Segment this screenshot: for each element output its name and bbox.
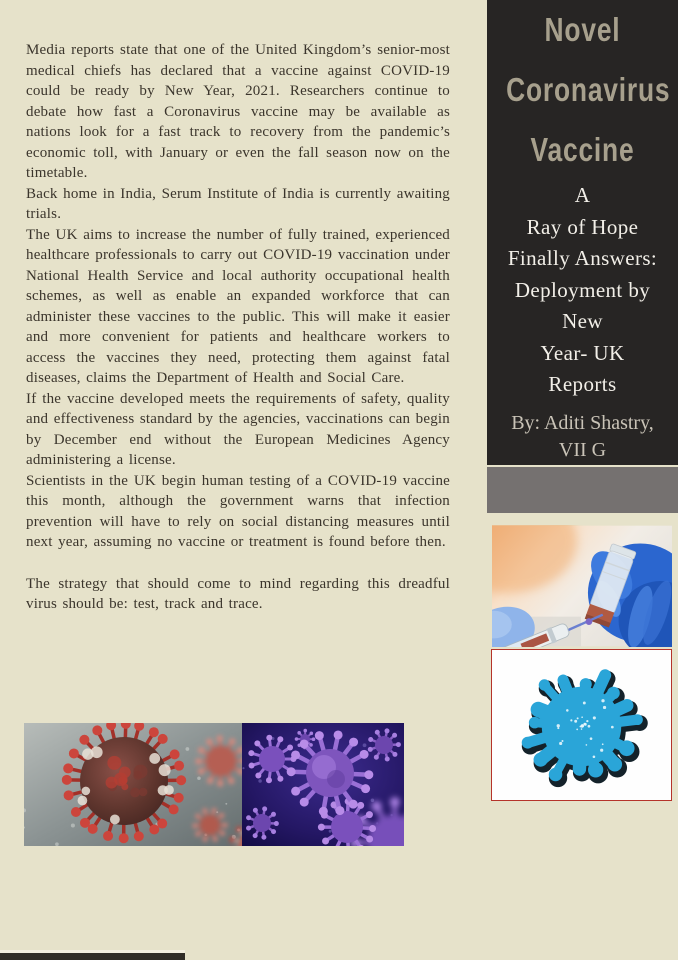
subtitle-line: New [562, 309, 603, 333]
title-line: Novel [544, 11, 621, 48]
blue-virus-illustration [491, 649, 672, 801]
article-paragraph: Media reports state that one of the United Kingdom’s senior-most medical chiefs has declared that a vaccine against COVID-19 could be ready by New Year, 2021. Researchers continue to debate how fast a Coronavirus vaccine may be available as nations look for a fast track to recovery from the pandemic’s economic toll, with January or even the fall season now on the timetable. [26, 42, 450, 181]
byline-line: VII G [558, 438, 607, 461]
article-paragraph: Back home in India, Serum Institute of India is currently awaiting trials. [26, 185, 450, 222]
article-paragraph: Scientists in the UK begin human testing of a COVID-19 vaccine this month, although the government warns that infection prevention will have to rely on social distancing measures until next year, assuming no vaccine or treatment is found before then. [26, 472, 450, 550]
red-coronavirus-photo [24, 723, 242, 846]
virus-photo-strip [24, 723, 404, 846]
sidebar-title [487, 0, 678, 180]
subtitle-line: Reports [548, 372, 617, 396]
subtitle-line: Deployment by [514, 277, 651, 302]
subtitle-line: Finally Answers: [507, 246, 658, 270]
subtitle-line: Ray of Hope [526, 214, 639, 239]
title-line: Coronavirus [506, 71, 671, 108]
article-text-column [26, 40, 450, 615]
next-page-edge [0, 950, 185, 960]
sidebar-panel [487, 0, 678, 465]
article-paragraph: The strategy that should come to mind regarding this dreadful virus should be: test, track and trace. [26, 575, 450, 612]
subtitle-line: Year- UK [540, 340, 625, 365]
title-line: Vaccine [530, 131, 635, 168]
article-paragraph: The UK aims to increase the number of fully trained, experienced healthcare professionals to carry out COVID-19 vaccination under National Health Service and local authority occupational health schemes, as well as enable an expanded workforce that can administer these vaccines to the public. This will make it easier and more convenient for patients and healthcare workers to access the vaccines they need, protecting them against fatal diseases, claims the Department of Health and Social Care. [26, 226, 450, 386]
vaccine-syringe-photo [492, 525, 672, 647]
subtitle-line: A [574, 183, 591, 207]
gray-divider-band [487, 467, 678, 513]
sidebar-subtitle [487, 180, 678, 401]
byline-line: By: Aditi Shastry, [511, 411, 654, 434]
article-paragraph: If the vaccine developed meets the requirements of safety, quality and effectiveness standard by the agencies, vaccinations can begin by December end without the European Medicines Agency administering a license. [26, 390, 450, 468]
sidebar-byline [487, 410, 678, 464]
purple-coronavirus-photo [242, 723, 404, 846]
